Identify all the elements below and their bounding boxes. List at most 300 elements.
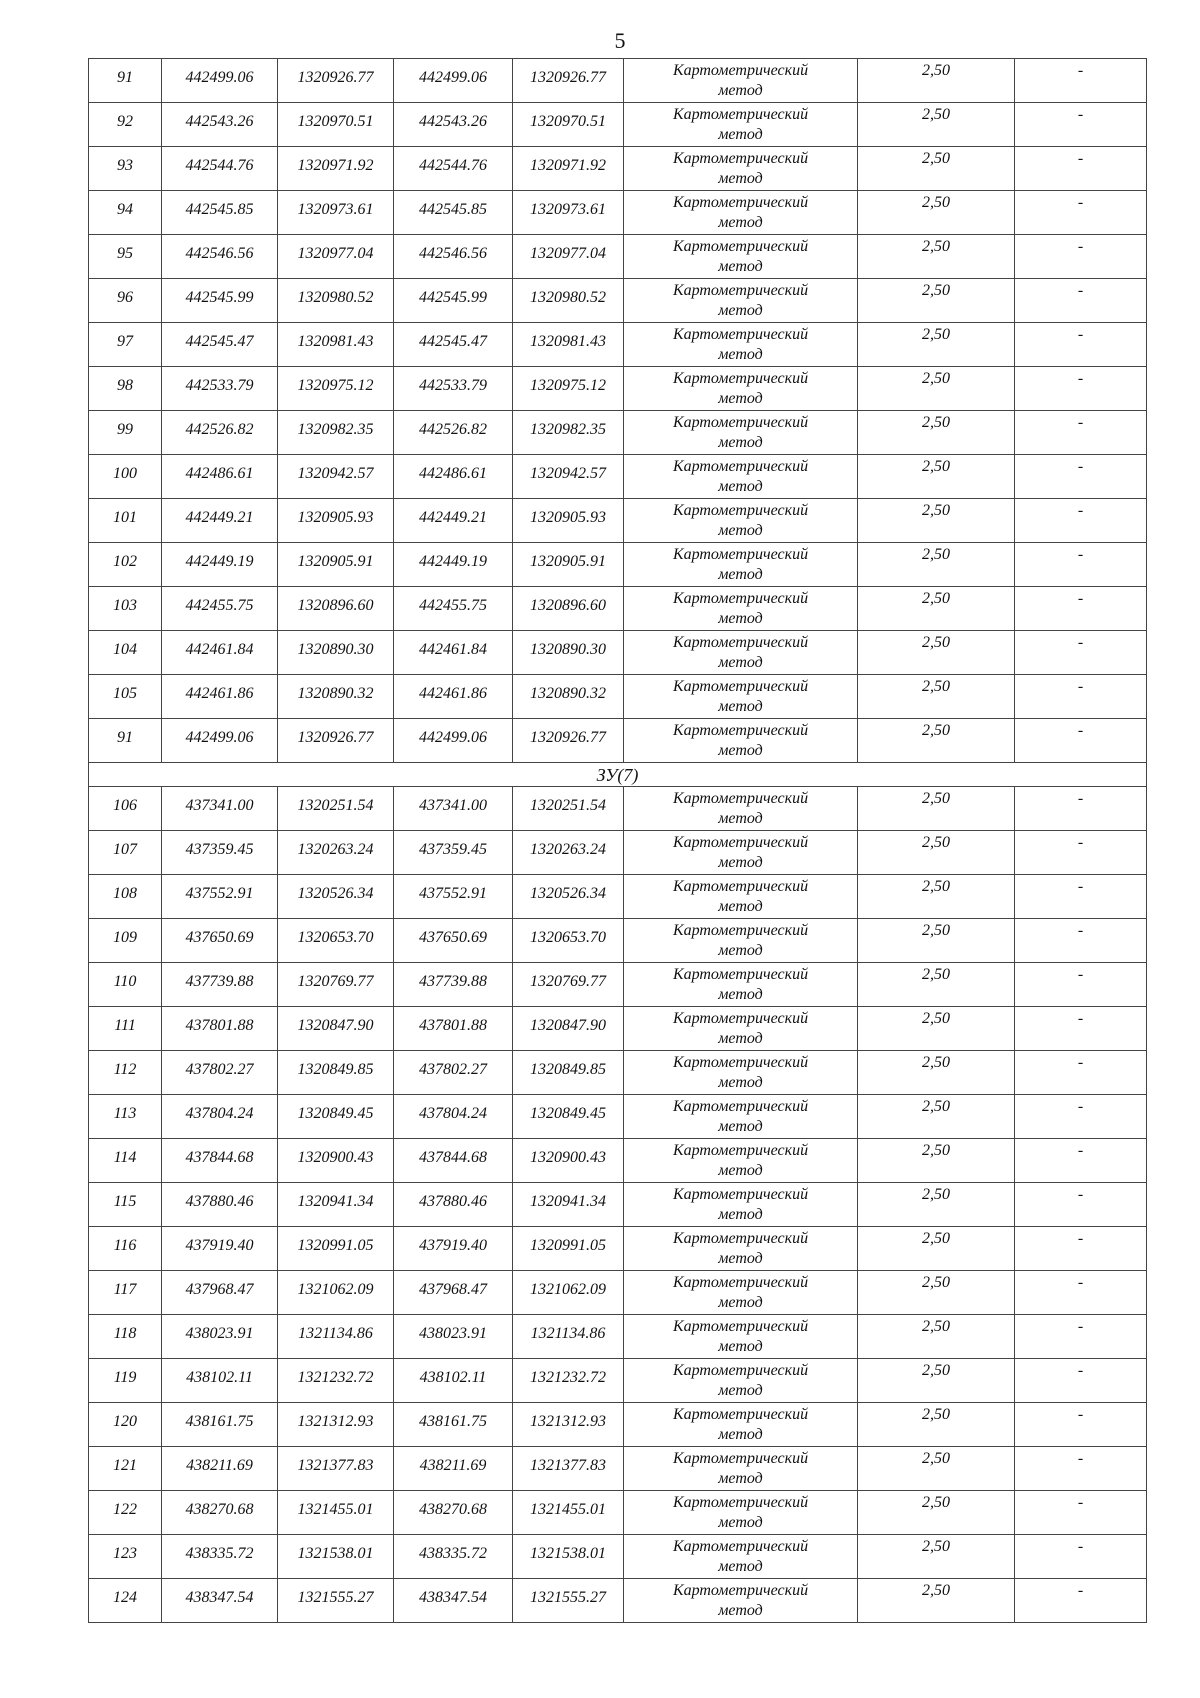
point-number-cell: 116 xyxy=(89,1227,162,1271)
existing-x-cell: 437802.27 xyxy=(162,1051,278,1095)
new-y-cell: 1320905.91 xyxy=(513,543,624,587)
table-row xyxy=(89,963,1147,1007)
note-cell: - xyxy=(1015,1139,1147,1183)
note-cell: - xyxy=(1015,1447,1147,1491)
method-line: метод xyxy=(718,302,763,319)
note-cell: - xyxy=(1015,1535,1147,1579)
new-y-cell: 1320970.51 xyxy=(513,103,624,147)
point-number-cell: 91 xyxy=(89,59,162,103)
accuracy-cell: 2,50 xyxy=(858,191,1015,235)
existing-x-cell: 437880.46 xyxy=(162,1183,278,1227)
section-header-row xyxy=(89,763,1147,787)
new-y-cell: 1320942.57 xyxy=(513,455,624,499)
point-number-cell: 96 xyxy=(89,279,162,323)
table-row xyxy=(89,323,1147,367)
existing-y-cell: 1321062.09 xyxy=(278,1271,394,1315)
method-cell xyxy=(624,1183,858,1227)
method-line: метод xyxy=(718,1426,763,1443)
note-cell: - xyxy=(1015,455,1147,499)
accuracy-cell: 2,50 xyxy=(858,103,1015,147)
existing-x-cell: 442449.21 xyxy=(162,499,278,543)
existing-y-cell: 1321555.27 xyxy=(278,1579,394,1623)
existing-x-cell: 438347.54 xyxy=(162,1579,278,1623)
method-line: метод xyxy=(718,126,763,143)
method-cell xyxy=(624,543,858,587)
new-y-cell: 1321312.93 xyxy=(513,1403,624,1447)
accuracy-cell: 2,50 xyxy=(858,279,1015,323)
method-line: Картометрический xyxy=(672,238,809,255)
table-row xyxy=(89,1447,1147,1491)
table-row xyxy=(89,147,1147,191)
note-cell: - xyxy=(1015,719,1147,763)
method-line: метод xyxy=(718,810,763,827)
method-line: Картометрический xyxy=(672,722,809,739)
method-line: Картометрический xyxy=(672,922,809,939)
new-x-cell: 442449.19 xyxy=(394,543,513,587)
new-y-cell: 1320905.93 xyxy=(513,499,624,543)
accuracy-cell: 2,50 xyxy=(858,631,1015,675)
new-x-cell: 438023.91 xyxy=(394,1315,513,1359)
new-x-cell: 442455.75 xyxy=(394,587,513,631)
new-y-cell: 1320991.05 xyxy=(513,1227,624,1271)
method-cell xyxy=(624,675,858,719)
method-line: Картометрический xyxy=(672,370,809,387)
method-cell xyxy=(624,919,858,963)
point-number-cell: 94 xyxy=(89,191,162,235)
method-line: метод xyxy=(718,1206,763,1223)
method-cell xyxy=(624,1051,858,1095)
point-number-cell: 109 xyxy=(89,919,162,963)
method-line: Картометрический xyxy=(672,590,809,607)
method-line: Картометрический xyxy=(672,1186,809,1203)
accuracy-cell: 2,50 xyxy=(858,1359,1015,1403)
point-number-cell: 115 xyxy=(89,1183,162,1227)
new-x-cell: 437650.69 xyxy=(394,919,513,963)
table-row xyxy=(89,1007,1147,1051)
note-cell: - xyxy=(1015,1579,1147,1623)
new-x-cell: 437359.45 xyxy=(394,831,513,875)
table-row xyxy=(89,919,1147,963)
table-row xyxy=(89,1579,1147,1623)
existing-y-cell: 1320847.90 xyxy=(278,1007,394,1051)
new-y-cell: 1320526.34 xyxy=(513,875,624,919)
method-line: Картометрический xyxy=(672,1142,809,1159)
new-y-cell: 1320973.61 xyxy=(513,191,624,235)
point-number-cell: 97 xyxy=(89,323,162,367)
accuracy-cell: 2,50 xyxy=(858,1535,1015,1579)
method-line: Картометрический xyxy=(672,458,809,475)
note-cell: - xyxy=(1015,59,1147,103)
existing-y-cell: 1320849.45 xyxy=(278,1095,394,1139)
new-y-cell: 1320900.43 xyxy=(513,1139,624,1183)
method-line: метод xyxy=(718,1382,763,1399)
table-row xyxy=(89,1051,1147,1095)
new-y-cell: 1320941.34 xyxy=(513,1183,624,1227)
existing-x-cell: 437968.47 xyxy=(162,1271,278,1315)
existing-y-cell: 1320653.70 xyxy=(278,919,394,963)
method-line: метод xyxy=(718,214,763,231)
section-title: ЗУ(7) xyxy=(89,763,1147,787)
note-cell: - xyxy=(1015,323,1147,367)
existing-y-cell: 1320251.54 xyxy=(278,787,394,831)
method-line: Картометрический xyxy=(672,834,809,851)
accuracy-cell: 2,50 xyxy=(858,719,1015,763)
accuracy-cell: 2,50 xyxy=(858,1271,1015,1315)
existing-x-cell: 442544.76 xyxy=(162,147,278,191)
method-line: Картометрический xyxy=(672,326,809,343)
existing-y-cell: 1320896.60 xyxy=(278,587,394,631)
point-number-cell: 103 xyxy=(89,587,162,631)
existing-y-cell: 1321538.01 xyxy=(278,1535,394,1579)
existing-y-cell: 1321312.93 xyxy=(278,1403,394,1447)
accuracy-cell: 2,50 xyxy=(858,963,1015,1007)
method-line: метод xyxy=(718,566,763,583)
existing-x-cell: 437739.88 xyxy=(162,963,278,1007)
method-line: метод xyxy=(718,1162,763,1179)
note-cell: - xyxy=(1015,1491,1147,1535)
existing-y-cell: 1320991.05 xyxy=(278,1227,394,1271)
note-cell: - xyxy=(1015,587,1147,631)
method-line: Картометрический xyxy=(672,62,809,79)
method-cell xyxy=(624,1007,858,1051)
note-cell: - xyxy=(1015,191,1147,235)
table-row xyxy=(89,455,1147,499)
table-row xyxy=(89,59,1147,103)
accuracy-cell: 2,50 xyxy=(858,1051,1015,1095)
coordinates-table xyxy=(88,58,1147,1623)
new-x-cell: 437919.40 xyxy=(394,1227,513,1271)
method-cell xyxy=(624,499,858,543)
point-number-cell: 118 xyxy=(89,1315,162,1359)
existing-y-cell: 1321232.72 xyxy=(278,1359,394,1403)
method-line: метод xyxy=(718,986,763,1003)
new-y-cell: 1320981.43 xyxy=(513,323,624,367)
note-cell: - xyxy=(1015,875,1147,919)
table-row xyxy=(89,587,1147,631)
table-row xyxy=(89,235,1147,279)
new-x-cell: 437739.88 xyxy=(394,963,513,1007)
new-y-cell: 1320847.90 xyxy=(513,1007,624,1051)
note-cell: - xyxy=(1015,919,1147,963)
new-y-cell: 1320890.30 xyxy=(513,631,624,675)
point-number-cell: 92 xyxy=(89,103,162,147)
table-row xyxy=(89,1227,1147,1271)
existing-y-cell: 1320941.34 xyxy=(278,1183,394,1227)
new-x-cell: 438161.75 xyxy=(394,1403,513,1447)
point-number-cell: 102 xyxy=(89,543,162,587)
table-row xyxy=(89,875,1147,919)
table-row xyxy=(89,831,1147,875)
existing-x-cell: 442543.26 xyxy=(162,103,278,147)
table-row xyxy=(89,675,1147,719)
method-cell xyxy=(624,1403,858,1447)
new-x-cell: 442499.06 xyxy=(394,719,513,763)
new-y-cell: 1321455.01 xyxy=(513,1491,624,1535)
note-cell: - xyxy=(1015,499,1147,543)
accuracy-cell: 2,50 xyxy=(858,919,1015,963)
new-y-cell: 1320653.70 xyxy=(513,919,624,963)
method-cell xyxy=(624,103,858,147)
method-line: Картометрический xyxy=(672,414,809,431)
method-line: метод xyxy=(718,346,763,363)
point-number-cell: 99 xyxy=(89,411,162,455)
point-number-cell: 123 xyxy=(89,1535,162,1579)
table-row xyxy=(89,1359,1147,1403)
new-y-cell: 1320890.32 xyxy=(513,675,624,719)
method-cell xyxy=(624,1095,858,1139)
existing-y-cell: 1320849.85 xyxy=(278,1051,394,1095)
new-y-cell: 1320975.12 xyxy=(513,367,624,411)
new-x-cell: 437552.91 xyxy=(394,875,513,919)
method-line: метод xyxy=(718,1030,763,1047)
method-line: метод xyxy=(718,522,763,539)
accuracy-cell: 2,50 xyxy=(858,499,1015,543)
new-y-cell: 1320849.85 xyxy=(513,1051,624,1095)
accuracy-cell: 2,50 xyxy=(858,1183,1015,1227)
table-row xyxy=(89,1183,1147,1227)
new-y-cell: 1320251.54 xyxy=(513,787,624,831)
accuracy-cell: 2,50 xyxy=(858,411,1015,455)
method-line: метод xyxy=(718,742,763,759)
existing-y-cell: 1320890.32 xyxy=(278,675,394,719)
method-line: метод xyxy=(718,854,763,871)
table-row xyxy=(89,1491,1147,1535)
existing-y-cell: 1321377.83 xyxy=(278,1447,394,1491)
new-y-cell: 1321377.83 xyxy=(513,1447,624,1491)
existing-y-cell: 1320900.43 xyxy=(278,1139,394,1183)
point-number-cell: 93 xyxy=(89,147,162,191)
note-cell: - xyxy=(1015,831,1147,875)
note-cell: - xyxy=(1015,631,1147,675)
point-number-cell: 117 xyxy=(89,1271,162,1315)
new-y-cell: 1320977.04 xyxy=(513,235,624,279)
existing-x-cell: 442533.79 xyxy=(162,367,278,411)
method-cell xyxy=(624,1271,858,1315)
method-cell xyxy=(624,1315,858,1359)
accuracy-cell: 2,50 xyxy=(858,1491,1015,1535)
method-line: метод xyxy=(718,610,763,627)
method-cell xyxy=(624,1359,858,1403)
note-cell: - xyxy=(1015,1007,1147,1051)
method-line: метод xyxy=(718,898,763,915)
accuracy-cell: 2,50 xyxy=(858,1315,1015,1359)
accuracy-cell: 2,50 xyxy=(858,1139,1015,1183)
point-number-cell: 120 xyxy=(89,1403,162,1447)
existing-y-cell: 1320942.57 xyxy=(278,455,394,499)
table-row xyxy=(89,411,1147,455)
method-line: метод xyxy=(718,1338,763,1355)
method-cell xyxy=(624,235,858,279)
note-cell: - xyxy=(1015,235,1147,279)
existing-y-cell: 1320971.92 xyxy=(278,147,394,191)
existing-y-cell: 1321455.01 xyxy=(278,1491,394,1535)
method-line: Картометрический xyxy=(672,194,809,211)
existing-x-cell: 438102.11 xyxy=(162,1359,278,1403)
note-cell: - xyxy=(1015,675,1147,719)
accuracy-cell: 2,50 xyxy=(858,543,1015,587)
method-cell xyxy=(624,1579,858,1623)
method-cell xyxy=(624,191,858,235)
new-y-cell: 1321232.72 xyxy=(513,1359,624,1403)
existing-x-cell: 438161.75 xyxy=(162,1403,278,1447)
existing-x-cell: 438335.72 xyxy=(162,1535,278,1579)
accuracy-cell: 2,50 xyxy=(858,323,1015,367)
point-number-cell: 95 xyxy=(89,235,162,279)
existing-x-cell: 437650.69 xyxy=(162,919,278,963)
existing-x-cell: 437359.45 xyxy=(162,831,278,875)
new-x-cell: 442546.56 xyxy=(394,235,513,279)
new-x-cell: 442526.82 xyxy=(394,411,513,455)
method-cell xyxy=(624,1447,858,1491)
method-line: метод xyxy=(718,1118,763,1135)
table-body xyxy=(89,59,1147,1623)
new-x-cell: 438102.11 xyxy=(394,1359,513,1403)
accuracy-cell: 2,50 xyxy=(858,831,1015,875)
existing-x-cell: 442526.82 xyxy=(162,411,278,455)
accuracy-cell: 2,50 xyxy=(858,875,1015,919)
new-y-cell: 1320971.92 xyxy=(513,147,624,191)
note-cell: - xyxy=(1015,1359,1147,1403)
method-cell xyxy=(624,455,858,499)
new-x-cell: 437802.27 xyxy=(394,1051,513,1095)
note-cell: - xyxy=(1015,103,1147,147)
point-number-cell: 112 xyxy=(89,1051,162,1095)
note-cell: - xyxy=(1015,1095,1147,1139)
method-line: Картометрический xyxy=(672,1098,809,1115)
existing-y-cell: 1320977.04 xyxy=(278,235,394,279)
table-row xyxy=(89,1095,1147,1139)
existing-x-cell: 442449.19 xyxy=(162,543,278,587)
accuracy-cell: 2,50 xyxy=(858,235,1015,279)
existing-x-cell: 442545.85 xyxy=(162,191,278,235)
method-line: Картометрический xyxy=(672,1054,809,1071)
method-line: метод xyxy=(718,258,763,275)
method-line: метод xyxy=(718,390,763,407)
method-cell xyxy=(624,59,858,103)
method-cell xyxy=(624,787,858,831)
accuracy-cell: 2,50 xyxy=(858,455,1015,499)
new-y-cell: 1320926.77 xyxy=(513,719,624,763)
table-row xyxy=(89,1315,1147,1359)
table-row xyxy=(89,499,1147,543)
accuracy-cell: 2,50 xyxy=(858,787,1015,831)
point-number-cell: 104 xyxy=(89,631,162,675)
existing-x-cell: 437919.40 xyxy=(162,1227,278,1271)
method-line: Картометрический xyxy=(672,282,809,299)
accuracy-cell: 2,50 xyxy=(858,147,1015,191)
table-row xyxy=(89,1139,1147,1183)
existing-y-cell: 1320926.77 xyxy=(278,719,394,763)
method-line: метод xyxy=(718,1250,763,1267)
point-number-cell: 110 xyxy=(89,963,162,1007)
point-number-cell: 105 xyxy=(89,675,162,719)
method-line: Картометрический xyxy=(672,546,809,563)
method-line: метод xyxy=(718,698,763,715)
note-cell: - xyxy=(1015,1315,1147,1359)
table-row xyxy=(89,719,1147,763)
point-number-cell: 111 xyxy=(89,1007,162,1051)
method-cell xyxy=(624,279,858,323)
table-row xyxy=(89,1271,1147,1315)
method-line: Картометрический xyxy=(672,1450,809,1467)
method-line: Картометрический xyxy=(672,878,809,895)
new-x-cell: 442461.86 xyxy=(394,675,513,719)
existing-y-cell: 1320526.34 xyxy=(278,875,394,919)
new-x-cell: 442533.79 xyxy=(394,367,513,411)
method-cell xyxy=(624,875,858,919)
table-row xyxy=(89,787,1147,831)
new-y-cell: 1320982.35 xyxy=(513,411,624,455)
table-row xyxy=(89,1535,1147,1579)
accuracy-cell: 2,50 xyxy=(858,1447,1015,1491)
point-number-cell: 100 xyxy=(89,455,162,499)
new-x-cell: 442499.06 xyxy=(394,59,513,103)
method-cell xyxy=(624,719,858,763)
existing-y-cell: 1320905.91 xyxy=(278,543,394,587)
method-line: Картометрический xyxy=(672,1406,809,1423)
note-cell: - xyxy=(1015,1183,1147,1227)
accuracy-cell: 2,50 xyxy=(858,367,1015,411)
existing-y-cell: 1320769.77 xyxy=(278,963,394,1007)
existing-x-cell: 437801.88 xyxy=(162,1007,278,1051)
new-y-cell: 1321538.01 xyxy=(513,1535,624,1579)
new-x-cell: 438270.68 xyxy=(394,1491,513,1535)
point-number-cell: 113 xyxy=(89,1095,162,1139)
existing-y-cell: 1320973.61 xyxy=(278,191,394,235)
accuracy-cell: 2,50 xyxy=(858,1227,1015,1271)
accuracy-cell: 2,50 xyxy=(858,587,1015,631)
new-x-cell: 442545.99 xyxy=(394,279,513,323)
method-line: Картометрический xyxy=(672,966,809,983)
note-cell: - xyxy=(1015,543,1147,587)
method-line: Картометрический xyxy=(672,1582,809,1599)
note-cell: - xyxy=(1015,1403,1147,1447)
note-cell: - xyxy=(1015,1271,1147,1315)
existing-x-cell: 438023.91 xyxy=(162,1315,278,1359)
method-line: Картометрический xyxy=(672,1318,809,1335)
existing-y-cell: 1320263.24 xyxy=(278,831,394,875)
method-cell xyxy=(624,587,858,631)
method-line: Картометрический xyxy=(672,1538,809,1555)
existing-x-cell: 437341.00 xyxy=(162,787,278,831)
new-x-cell: 438335.72 xyxy=(394,1535,513,1579)
new-y-cell: 1320849.45 xyxy=(513,1095,624,1139)
method-line: Картометрический xyxy=(672,678,809,695)
new-y-cell: 1321134.86 xyxy=(513,1315,624,1359)
accuracy-cell: 2,50 xyxy=(858,59,1015,103)
note-cell: - xyxy=(1015,963,1147,1007)
method-line: Картометрический xyxy=(672,1362,809,1379)
existing-x-cell: 442461.86 xyxy=(162,675,278,719)
point-number-cell: 98 xyxy=(89,367,162,411)
existing-y-cell: 1321134.86 xyxy=(278,1315,394,1359)
point-number-cell: 106 xyxy=(89,787,162,831)
new-y-cell: 1320896.60 xyxy=(513,587,624,631)
table-row xyxy=(89,279,1147,323)
note-cell: - xyxy=(1015,1227,1147,1271)
point-number-cell: 91 xyxy=(89,719,162,763)
page-number: 5 xyxy=(614,28,626,53)
new-x-cell: 437804.24 xyxy=(394,1095,513,1139)
accuracy-cell: 2,50 xyxy=(858,675,1015,719)
method-line: Картометрический xyxy=(672,1010,809,1027)
existing-x-cell: 437844.68 xyxy=(162,1139,278,1183)
method-line: Картометрический xyxy=(672,1274,809,1291)
method-line: метод xyxy=(718,1294,763,1311)
new-x-cell: 437844.68 xyxy=(394,1139,513,1183)
new-x-cell: 442461.84 xyxy=(394,631,513,675)
method-line: Картометрический xyxy=(672,106,809,123)
